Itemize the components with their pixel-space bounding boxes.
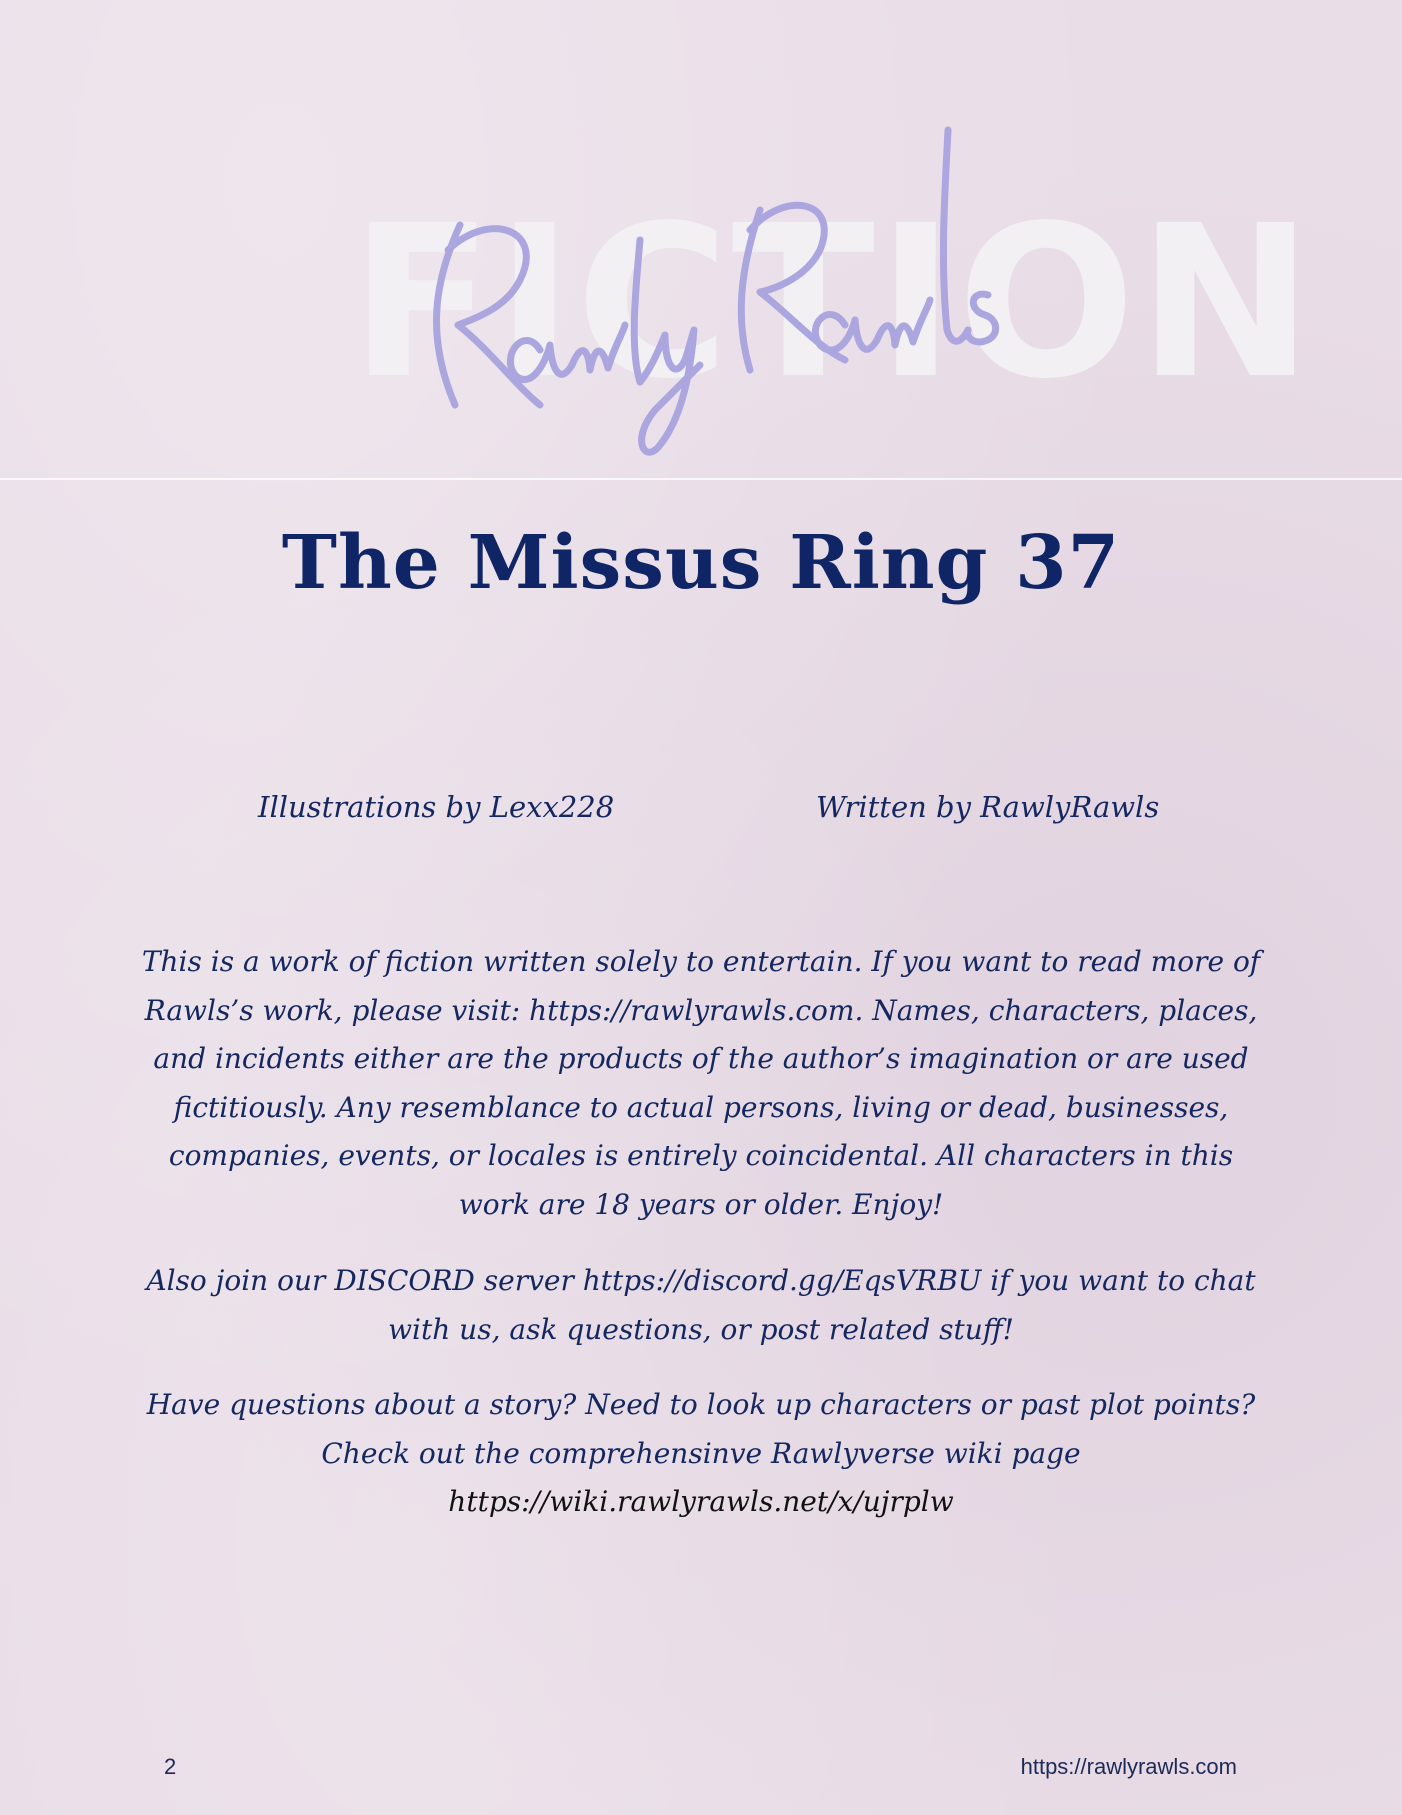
footer-site-link[interactable]: https://rawlyrawls.com: [1020, 1754, 1237, 1779]
fiction-watermark-text: FICTION: [350, 180, 1316, 425]
logo-graphic: [340, 120, 1316, 425]
page-number: 2: [164, 1754, 177, 1779]
author-credit: Written by RawlyRawls: [816, 790, 1160, 824]
wiki-text: Have questions about a story? Need to look up characters or past plot points? Check out the comprehensinve Rawlyverse wiki page: [146, 1388, 1256, 1470]
document-title: The Missus Ring 37: [281, 520, 1121, 606]
wiki-link[interactable]: https://wiki.rawlyrawls.net/x/ujrplw: [448, 1485, 954, 1518]
discord-paragraph: Also join our DISCORD server https://discord.gg/EqsVRBU if you want to chat with us, ask questions, or post related stuff!: [146, 1264, 1256, 1346]
header-banner: [0, 0, 1402, 480]
illustrator-credit: Illustrations by Lexx228: [258, 790, 615, 824]
disclaimer-paragraph: This is a work of fiction written solely to entertain. If you want to read more of Rawls’s work, please visit: https://rawlyrawls.com. Names, characters, places, and incidents either are the products of the author’s imagination or are used fictitiously. Any resemblance to actual persons, living or dead, businesses, companies, events, or locales is entirely coincidental. All characters in this work are 18 years or older. Enjoy!: [141, 945, 1261, 1221]
fiction-logo: [340, 120, 1316, 425]
wiki-paragraph: [140, 1381, 1262, 1527]
